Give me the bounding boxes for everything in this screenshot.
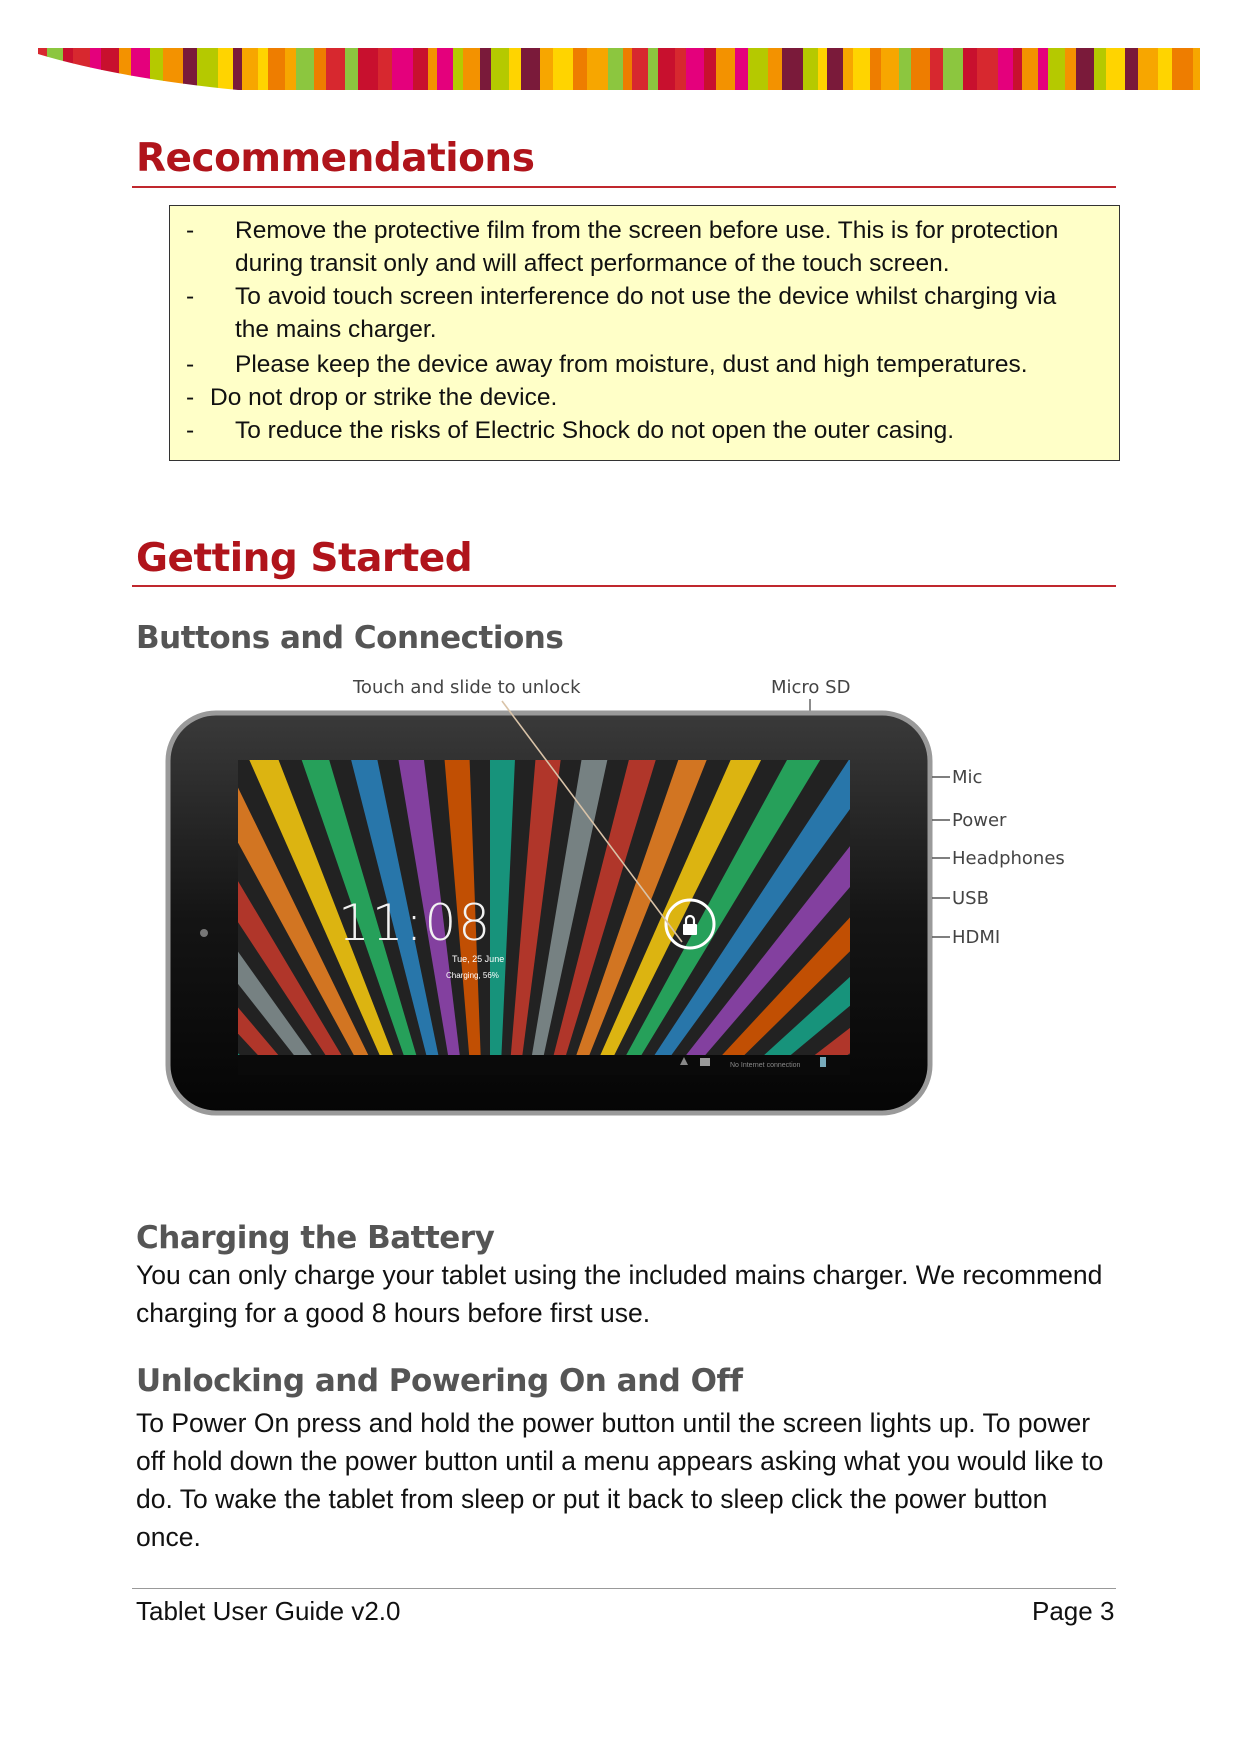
label-usb: USB <box>952 888 989 909</box>
recommendation-line: To reduce the risks of Electric Shock do not open the outer casing. <box>235 417 955 444</box>
stripe-bar <box>553 48 574 90</box>
recommendation-line: Do not drop or strike the device. <box>210 384 558 411</box>
stripe-bar <box>233 48 243 90</box>
stripe-bar <box>38 48 48 90</box>
stripe-bar <box>870 48 882 90</box>
bullet-dash: - <box>186 217 195 244</box>
stripe-bar <box>314 48 327 90</box>
label-mic: Mic <box>952 767 983 788</box>
stripe-bar <box>943 48 964 90</box>
recommendation-line: during transit only and will affect performance of the touch screen. <box>235 250 950 277</box>
label-power: Power <box>952 810 1007 831</box>
stripe-bar <box>573 48 588 90</box>
stripe-bar <box>1022 48 1039 90</box>
stripe-bar <box>853 48 871 90</box>
stripe-bar <box>658 48 676 90</box>
stripe-bar <box>183 48 198 90</box>
stripe-bar <box>119 48 132 90</box>
stripe-bar <box>242 48 259 90</box>
stripe-bar <box>1138 48 1159 90</box>
bullet-dash: - <box>186 283 195 310</box>
stripe-bar <box>428 48 438 90</box>
stripe-bar <box>258 48 269 90</box>
stripe-bar <box>296 48 315 90</box>
stripe-bar <box>358 48 379 90</box>
stripe-bar <box>1094 48 1107 90</box>
stripe-bar <box>998 48 1014 90</box>
stripe-bar <box>509 48 522 90</box>
stripe-bar <box>521 48 541 90</box>
label-headphones: Headphones <box>952 848 1065 869</box>
heading-rule <box>132 186 1116 188</box>
recommendations-box <box>169 205 1120 461</box>
stripe-bar <box>735 48 749 90</box>
stripe-bar <box>1158 48 1173 90</box>
unlocking-heading: Unlocking and Powering On and Off <box>136 1363 743 1399</box>
decorative-stripe-banner <box>38 48 1200 90</box>
stripe-bar <box>827 48 844 90</box>
label-hdmi: HDMI <box>952 927 1001 948</box>
stripe-bar <box>540 48 554 90</box>
stripe-bar <box>704 48 717 90</box>
stripe-bar <box>716 48 736 90</box>
wallpaper-ray <box>160 1124 490 1165</box>
stripe-bar <box>218 48 234 90</box>
stripe-bar <box>963 48 978 90</box>
stripe-bar <box>623 48 633 90</box>
stripe-bar <box>818 48 828 90</box>
footer-title: Tablet User Guide v2.0 <box>136 1596 401 1626</box>
stripe-bar <box>675 48 687 90</box>
stripe-bar <box>197 48 219 90</box>
stripe-bar <box>392 48 414 90</box>
charging-paragraph: You can only charge your tablet using the included mains charger. We recommend charging for a good 8 hours before first use. <box>136 1260 1103 1328</box>
recommendation-line: the mains charger. <box>235 316 437 343</box>
recommendation-line: To avoid touch screen interference do not use the device whilst charging via <box>235 283 1057 310</box>
stripe-bar <box>1106 48 1126 90</box>
lock-clock: 11:08 <box>338 894 493 952</box>
stripe-bar <box>648 48 659 90</box>
stripe-bar <box>163 48 184 90</box>
stripe-bar <box>930 48 944 90</box>
stripe-bar <box>437 48 454 90</box>
unlocking-paragraph: To Power On press and hold the power button until the screen lights up. To power off hold down the power button until a menu appears asking what you would like to do. To wake the tablet from sleep or put it back to sleep click the power button once. <box>136 1408 1104 1552</box>
stripe-bar <box>1125 48 1139 90</box>
stripe-bar <box>686 48 705 90</box>
stripe-bar <box>491 48 510 90</box>
stripe-bar <box>608 48 624 90</box>
charging-heading: Charging the Battery <box>136 1220 495 1256</box>
stripe-bar <box>881 48 900 90</box>
stripe-bar <box>911 48 931 90</box>
recommendation-line: Please keep the device away from moisture, dust and high temperatures. <box>235 351 1028 378</box>
stripe-bar <box>803 48 819 90</box>
stripe-bar <box>1193 48 1200 90</box>
lock-date: Tue, 25 June <box>452 954 505 964</box>
stripe-bar <box>150 48 164 90</box>
stripe-bar <box>748 48 769 90</box>
stripe-bar <box>101 48 120 90</box>
stripe-bar <box>587 48 609 90</box>
stripe-bar <box>480 48 492 90</box>
bullet-dash: - <box>186 384 195 411</box>
stripe-bar <box>47 48 64 90</box>
stripe-bar <box>768 48 783 90</box>
stripe-bar <box>453 48 464 90</box>
buttons-connections-heading: Buttons and Connections <box>136 620 564 656</box>
stripe-bar <box>1172 48 1194 90</box>
stripe-bar <box>378 48 393 90</box>
stripe-bar <box>345 48 359 90</box>
camera-dot <box>200 929 208 937</box>
stripe-bar <box>73 48 91 90</box>
stripe-bar <box>899 48 912 90</box>
stripe-bar <box>782 48 804 90</box>
getting-started-heading: Getting Started <box>136 536 473 581</box>
android-status-icon <box>700 1058 710 1066</box>
stripe-bar <box>632 48 649 90</box>
stripe-bar <box>63 48 74 90</box>
stripe-bar <box>843 48 854 90</box>
stripe-bar <box>1065 48 1077 90</box>
battery-status-icon <box>820 1057 826 1067</box>
stripe-bar <box>268 48 286 90</box>
page-number: Page 3 <box>1032 1596 1115 1626</box>
lock-charging: Charging, 56% <box>446 971 499 980</box>
stripe-bar <box>1076 48 1095 90</box>
bullet-dash: - <box>186 351 195 378</box>
footer-rule <box>132 1588 1116 1589</box>
stripe-bar <box>90 48 102 90</box>
label-micro-sd: Micro SD <box>771 677 851 698</box>
tablet-diagram <box>160 665 1080 1165</box>
stripe-bar <box>326 48 346 90</box>
recommendation-line: Remove the protective film from the screen before use. This is for protection <box>235 217 1059 244</box>
stripe-bar <box>977 48 999 90</box>
heading-rule <box>132 585 1116 587</box>
recommendations-heading: Recommendations <box>136 136 535 181</box>
stripe-bar <box>1048 48 1066 90</box>
stripe-bar <box>413 48 429 90</box>
bullet-dash: - <box>186 417 195 444</box>
stripe-bar <box>463 48 481 90</box>
label-touch-unlock: Touch and slide to unlock <box>353 677 581 698</box>
status-bar-text: No Internet connection <box>730 1062 801 1069</box>
stripe-bar <box>1038 48 1049 90</box>
stripe-bar <box>131 48 151 90</box>
stripe-bar <box>1013 48 1023 90</box>
stripe-bar <box>285 48 297 90</box>
padlock-icon <box>683 924 697 935</box>
